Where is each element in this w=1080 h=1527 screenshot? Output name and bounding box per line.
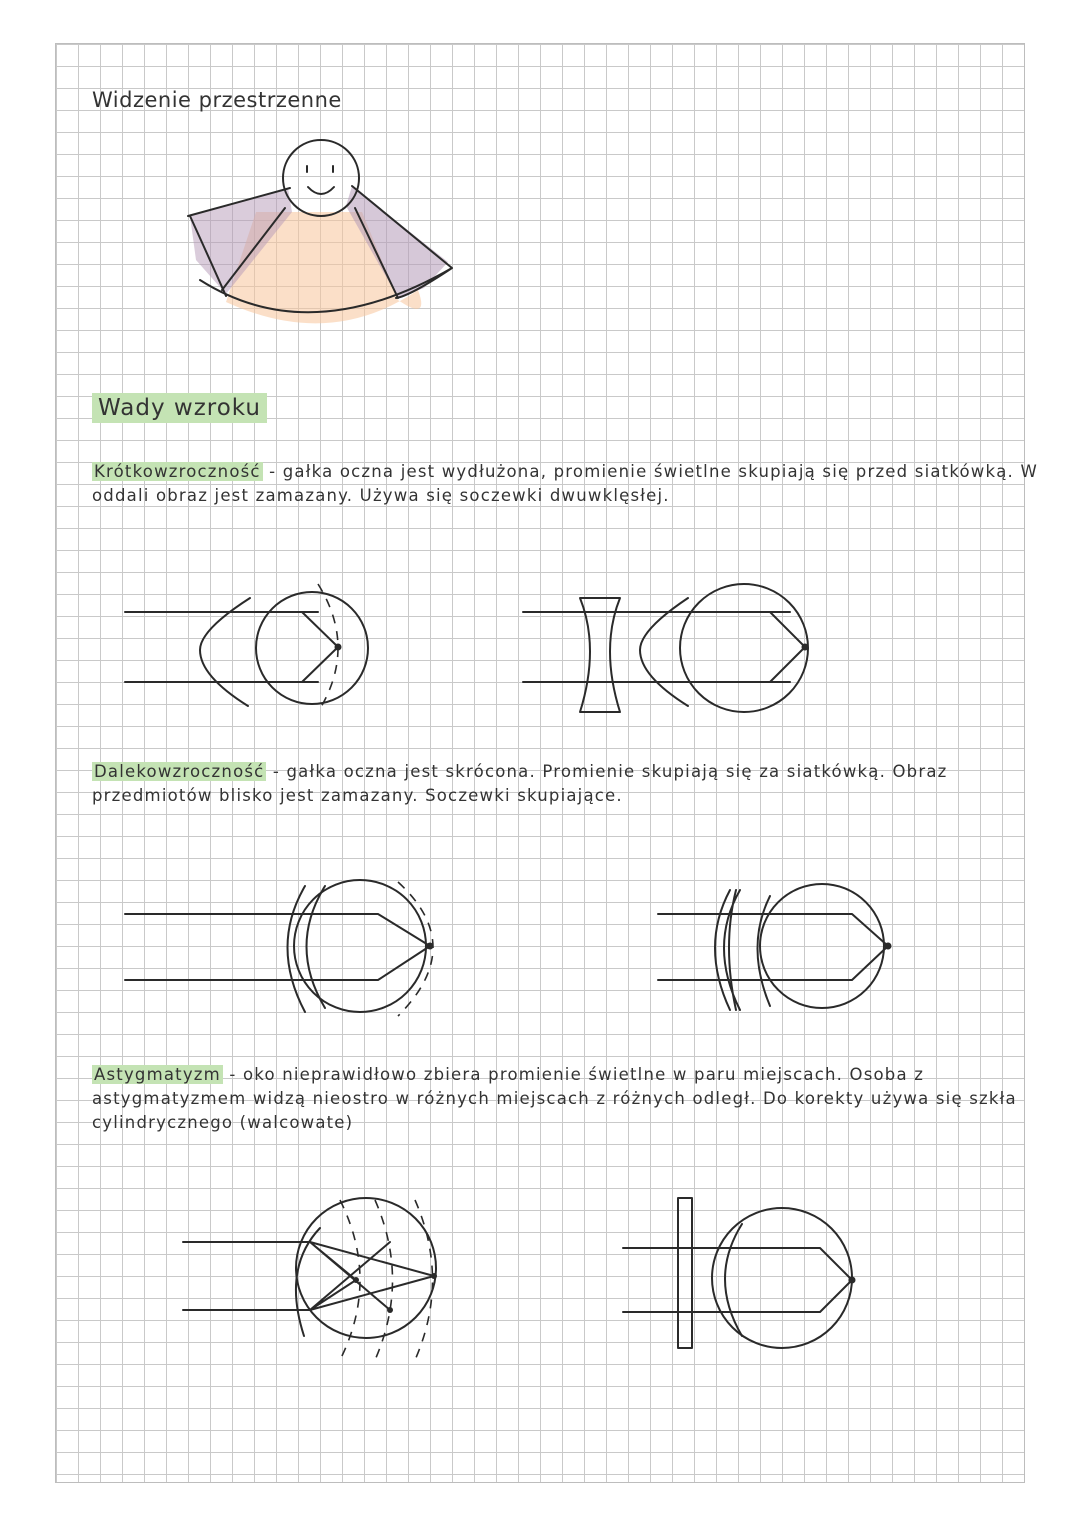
myopia-eye-uncorrected bbox=[125, 584, 368, 712]
page-title: Widzenie przestrzenne bbox=[92, 88, 342, 112]
cylindrical-lens-icon bbox=[678, 1198, 692, 1348]
myopia-eye-corrected bbox=[523, 584, 809, 712]
hyperopia-eye-uncorrected bbox=[125, 880, 434, 1016]
hyperopia-paragraph bbox=[92, 760, 1062, 808]
myopia-term: Krótkowzroczność bbox=[94, 462, 261, 481]
astigmatism-term: Astygmatyzm bbox=[94, 1065, 221, 1084]
myopia-text: - gałka oczna jest wydłużona, promienie świetlne skupiają się przed siatkówką. W oddali obraz jest zamazany. Używa się soczewki dwuwklęsłej. bbox=[92, 462, 1038, 505]
concave-lens-icon bbox=[580, 598, 620, 712]
myopia-paragraph bbox=[92, 460, 1042, 508]
astigmatism-eye-corrected bbox=[623, 1198, 856, 1348]
astigmatism-text: - oko nieprawidłowo zbiera promienie świetlne w paru miejscach. Osoba z astygmatyzmem widzą nieostro w różnych miejscach z różnych odległ. Do korekty używa się szkła cylindrycznego (walcowate) bbox=[92, 1065, 1017, 1132]
spatial-vision-figure bbox=[188, 140, 452, 323]
section-heading: Wady wzroku bbox=[92, 393, 267, 423]
smiley-head bbox=[283, 140, 359, 216]
astigmatism-eye-uncorrected bbox=[183, 1198, 437, 1360]
hyperopia-term: Dalekowzroczność bbox=[94, 762, 265, 781]
astigmatism-paragraph bbox=[92, 1063, 1042, 1135]
convex-lens-icon bbox=[715, 890, 740, 1010]
hyperopia-eye-corrected bbox=[658, 884, 892, 1010]
hyperopia-text: - gałka oczna jest skrócona. Promienie skupiają się za siatkówką. Obraz przedmiotów blisko jest zamazany. Soczewki skupiające. bbox=[92, 762, 948, 805]
